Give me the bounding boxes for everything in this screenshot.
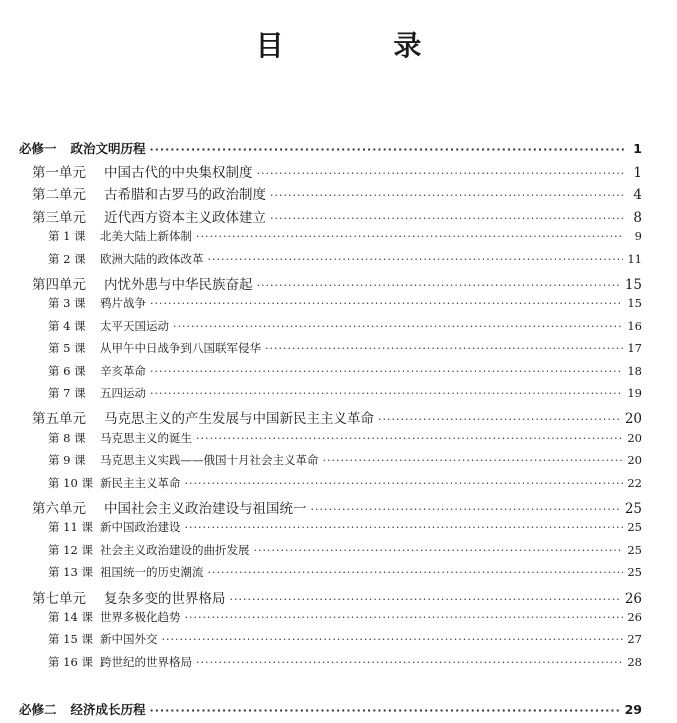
dot-leader — [323, 454, 624, 467]
toc-unit-entry[interactable] — [32, 206, 642, 228]
entry-number: 第五单元 — [32, 411, 86, 427]
entry-title: 从甲午中日战争到八国联军侵华 — [100, 341, 261, 355]
entry-number: 第 6 课 — [48, 364, 86, 378]
page-number: 22 — [627, 476, 642, 490]
page-number: 29 — [624, 702, 642, 717]
entry-title: 北美大陆上新体制 — [100, 229, 192, 243]
entry-title: 马克思主义的诞生 — [100, 431, 192, 445]
dot-leader — [378, 413, 621, 426]
page-number: 25 — [627, 565, 642, 579]
dot-leader — [257, 279, 621, 292]
entry-title: 新民主主义革命 — [100, 476, 181, 490]
entry-title: 社会主义政治建设的曲折发展 — [100, 543, 250, 557]
entry-title: 马克思主义的产生发展与中国新民主主义革命 — [104, 411, 374, 427]
toc-lesson-entry[interactable] — [48, 519, 642, 541]
page-number: 1 — [633, 141, 642, 156]
entry-title: 新中国外交 — [100, 632, 158, 646]
dot-leader — [196, 432, 623, 445]
page-number: 11 — [627, 252, 642, 266]
entry-number: 第七单元 — [32, 591, 86, 607]
entry-title: 古希腊和古罗马的政治制度 — [104, 187, 266, 203]
dot-leader — [270, 189, 624, 202]
page-number: 26 — [624, 591, 642, 607]
entry-number: 第六单元 — [32, 501, 86, 517]
page-number: 4 — [633, 187, 642, 203]
entry-number: 第 16 课 — [48, 655, 93, 669]
entry-title: 辛亥革命 — [100, 364, 146, 378]
entry-number: 第 14 课 — [48, 610, 93, 624]
dot-leader — [257, 167, 625, 180]
page-number: 1 — [633, 165, 642, 181]
toc-lesson-entry[interactable] — [48, 340, 642, 362]
entry-number: 第三单元 — [32, 210, 86, 226]
entry-title: 祖国统一的历史潮流 — [100, 565, 204, 579]
page-number: 26 — [627, 610, 642, 624]
toc-lesson-entry[interactable] — [48, 654, 642, 676]
page-number: 25 — [627, 543, 642, 557]
toc-unit-entry[interactable] — [32, 183, 642, 205]
toc-lesson-entry[interactable] — [48, 452, 642, 474]
entry-title: 内忧外患与中华民族奋起 — [104, 277, 253, 293]
entry-number: 第 13 课 — [48, 565, 93, 579]
entry-title: 中国古代的中央集权制度 — [104, 165, 253, 181]
entry-number: 第 11 课 — [48, 520, 93, 534]
toc-lesson-entry[interactable] — [48, 430, 642, 452]
page-number: 20 — [627, 431, 642, 445]
page-title: 目 录 — [255, 29, 472, 62]
toc-book-heading[interactable] — [19, 700, 642, 722]
entry-number: 第 4 课 — [48, 319, 86, 333]
dot-leader — [150, 143, 624, 156]
entry-number: 第 3 课 — [48, 296, 86, 310]
entry-number: 第一单元 — [32, 165, 86, 181]
toc-lesson-entry[interactable] — [48, 295, 642, 317]
entry-title: 欧洲大陆的政体改革 — [100, 252, 204, 266]
toc-unit-entry[interactable] — [32, 273, 642, 295]
toc-unit-entry[interactable] — [32, 497, 642, 519]
toc-lesson-entry[interactable] — [48, 609, 642, 631]
dot-leader — [150, 297, 623, 310]
page-number: 27 — [627, 632, 642, 646]
entry-number: 必修一 — [19, 141, 57, 156]
page-number: 17 — [627, 341, 642, 355]
dot-leader — [150, 387, 623, 400]
entry-title: 复杂多变的世界格局 — [104, 591, 226, 607]
page-number: 16 — [627, 319, 642, 333]
entry-title: 政治文明历程 — [70, 141, 146, 156]
dot-leader — [185, 477, 624, 490]
entry-number: 第 5 课 — [48, 341, 86, 355]
toc-lesson-entry[interactable] — [48, 475, 642, 497]
entry-number: 必修二 — [19, 702, 57, 717]
dot-leader — [173, 320, 623, 333]
dot-leader — [254, 544, 624, 557]
entry-title: 新中国政治建设 — [100, 520, 181, 534]
entry-title: 太平天国运动 — [100, 319, 169, 333]
toc-lesson-entry[interactable] — [48, 318, 642, 340]
toc-unit-entry[interactable] — [32, 407, 642, 429]
entry-number: 第二单元 — [32, 187, 86, 203]
dot-leader — [265, 342, 623, 355]
page-number: 25 — [627, 520, 642, 534]
toc-lesson-entry[interactable] — [48, 228, 642, 250]
dot-leader — [208, 566, 624, 579]
entry-title: 世界多极化趋势 — [100, 610, 181, 624]
page-number: 9 — [634, 229, 642, 243]
entry-number: 第 8 课 — [48, 431, 86, 445]
dot-leader — [150, 704, 621, 717]
entry-title: 跨世纪的世界格局 — [100, 655, 192, 669]
page-number: 15 — [624, 277, 642, 293]
toc-lesson-entry[interactable] — [48, 251, 642, 273]
entry-number: 第 1 课 — [48, 229, 86, 243]
dot-leader — [270, 212, 624, 225]
page-number: 15 — [627, 296, 642, 310]
page-number: 19 — [627, 386, 642, 400]
toc-lesson-entry[interactable] — [48, 631, 642, 653]
dot-leader — [196, 230, 624, 243]
page-number: 20 — [627, 453, 642, 467]
page-number: 28 — [627, 655, 642, 669]
dot-leader — [311, 503, 621, 516]
page-number: 25 — [624, 501, 642, 517]
entry-number: 第 15 课 — [48, 632, 93, 646]
dot-leader — [196, 656, 623, 669]
entry-title: 鸦片战争 — [100, 296, 146, 310]
toc-book-heading[interactable] — [19, 139, 642, 161]
entry-title: 马克思主义实践——俄国十月社会主义革命 — [100, 453, 319, 467]
dot-leader — [185, 521, 624, 534]
page-number: 8 — [633, 210, 642, 226]
toc-lesson-entry[interactable] — [48, 542, 642, 564]
toc-lesson-entry[interactable] — [48, 385, 642, 407]
entry-title: 近代西方资本主义政体建立 — [104, 210, 266, 226]
entry-number: 第四单元 — [32, 277, 86, 293]
entry-title: 经济成长历程 — [70, 702, 146, 717]
toc-unit-entry[interactable] — [32, 587, 642, 609]
entry-number: 第 2 课 — [48, 252, 86, 266]
dot-leader — [230, 593, 621, 606]
toc-lesson-entry[interactable] — [48, 363, 642, 385]
entry-title: 五四运动 — [100, 386, 146, 400]
dot-leader — [185, 611, 624, 624]
entry-title: 中国社会主义政治建设与祖国统一 — [104, 501, 307, 517]
toc-unit-entry[interactable] — [32, 161, 642, 183]
entry-number: 第 9 课 — [48, 453, 86, 467]
dot-leader — [208, 253, 624, 266]
entry-number: 第 10 课 — [48, 476, 93, 490]
dot-leader — [150, 365, 623, 378]
page-number: 20 — [624, 411, 642, 427]
entry-number: 第 12 课 — [48, 543, 93, 557]
toc-lesson-entry[interactable] — [48, 564, 642, 586]
entry-number: 第 7 课 — [48, 386, 86, 400]
dot-leader — [162, 633, 624, 646]
page-number: 18 — [627, 364, 642, 378]
